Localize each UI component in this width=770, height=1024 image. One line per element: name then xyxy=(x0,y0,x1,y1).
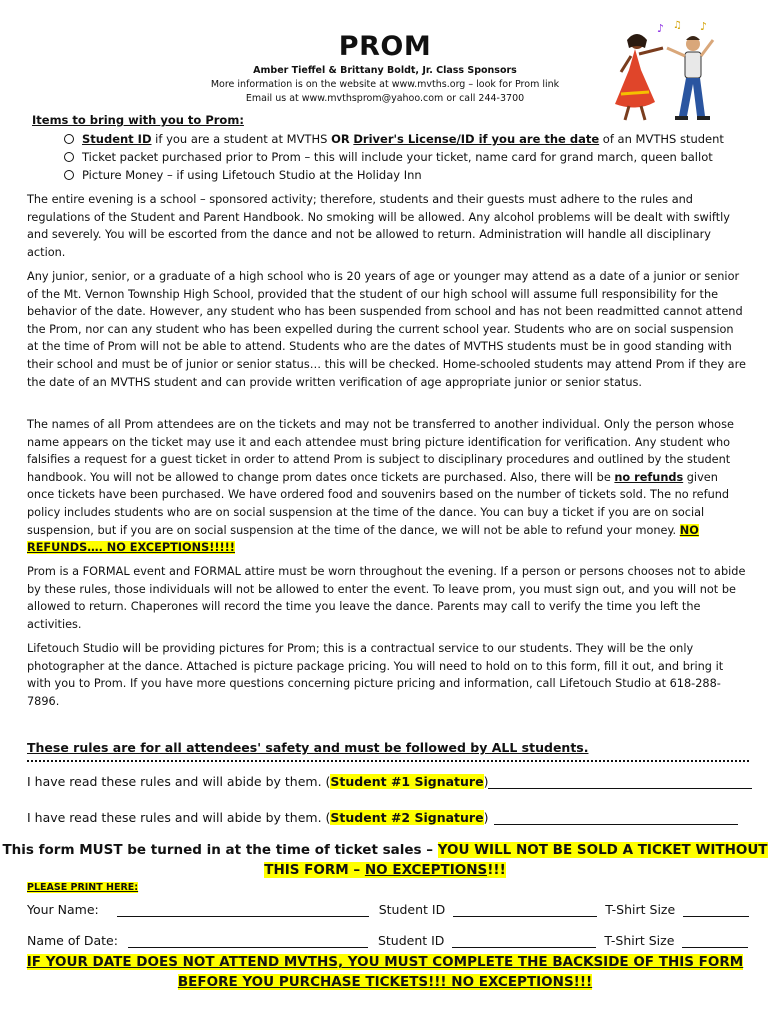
svg-text:♪: ♪ xyxy=(657,22,665,35)
page-title: PROM xyxy=(338,31,432,62)
student-2-signature-field[interactable] xyxy=(494,810,738,825)
notice-exclaim: !!! xyxy=(487,862,506,878)
paragraph-formal: Prom is a FORMAL event and FORMAL attire must be worn throughout the evening. If a person or persons chooses not to abide by these rules, those individuals will not be allowed to enter the event. To leave prom, you must sign out, and you will not be allowed to return. Chaperones will record the time you leave the dance. Parents may call to verify the time you left the activities. xyxy=(27,565,746,631)
no-refunds-notice: NO REFUNDS…. NO EXCEPTIONS!!!!! xyxy=(27,523,699,555)
date-student-id-field[interactable] xyxy=(452,933,596,948)
date-name-field[interactable] xyxy=(128,933,368,948)
signature-row-2 xyxy=(27,810,738,825)
paragraph-school-activity: The entire evening is a school – sponsored activity; therefore, students and their guests must adhere to the rules and regulations of the Student and Parent Handbook. No smoking will be allowed. Any alcohol problems will be dealt with swiftly and severely. You will be escorted from the dance and not be allowed to return. Administration will handle all disciplinary action. xyxy=(27,193,730,259)
print-here-label: PLEASE PRINT HERE: xyxy=(27,882,139,893)
your-name-label: Your Name: xyxy=(27,902,99,917)
list-item xyxy=(64,166,724,184)
ticket-notice-line-1 xyxy=(0,840,770,860)
rules-heading: These rules are for all attendees' safety and must be followed by ALL students. xyxy=(27,740,589,755)
student-id-label: Student ID xyxy=(377,933,445,948)
sponsors-line: Amber Tieffel & Brittany Boldt, Jr. Class Sponsors xyxy=(253,65,517,76)
tickets-text: The names of all Prom attendees are on the tickets and may not be transferred to another individual. Only the person whose name appears on the ticket may use it and each attendee must bring picture identification for verification. Any student who falsifies a request for a guest ticket in order to attend Prom is subject to disciplinary procedures and outlined by the student handbook. You will not be allowed to change prom dates once tickets are purchased. Also, there will be xyxy=(27,418,734,484)
list-item xyxy=(64,148,724,166)
sig2-text: I have read these rules and will abide by them. ( xyxy=(27,810,331,825)
tshirt-size-label: T-Shirt Size xyxy=(605,902,676,917)
backside-text: IF YOUR DATE DOES NOT ATTEND MVTHS, YOU MUST COMPLETE THE BACKSIDE OF THIS FORM xyxy=(26,954,744,970)
student-1-signature-field[interactable] xyxy=(488,774,752,789)
backside-notice-line-2 xyxy=(0,972,770,992)
item-student-id: Student ID xyxy=(82,132,152,146)
sig1-close: ) xyxy=(483,774,489,789)
dancing-couple-icon xyxy=(605,18,725,124)
item-picture-money: Picture Money – if using Lifetouch Studio at the Holiday Inn xyxy=(82,168,422,182)
bullet-circle-icon xyxy=(64,134,74,144)
your-name-field[interactable] xyxy=(117,902,369,917)
notice-highlight: YOU WILL NOT BE SOLD A TICKET WITHOUT xyxy=(437,842,768,858)
item-drivers-license: Driver's License/ID if you are the date xyxy=(353,132,600,146)
svg-text:♫: ♫ xyxy=(673,20,682,31)
no-refunds-text: no refunds xyxy=(614,470,684,484)
backside-notice xyxy=(0,952,770,992)
notice-highlight: THIS FORM – xyxy=(264,862,365,878)
tshirt-size-label: T-Shirt Size xyxy=(604,933,675,948)
signature-row-1 xyxy=(27,774,752,789)
form-row-your-name xyxy=(27,902,749,917)
sig1-label: Student #1 Signature xyxy=(330,774,484,789)
items-heading-text: Items to bring with you to Prom xyxy=(32,113,240,127)
item-text: if you are a student at MVTHS xyxy=(151,132,332,146)
paragraph-lifetouch: Lifetouch Studio will be providing pictures for Prom; this is a contractual service to our students. They will be the only photographer at the dance. Attached is picture package pricing. You will need to hold on to this form, fill it out, and bring it with you to Prom. If you have more questions concerning picture pricing and information, call Lifetouch Studio at 618-288-7896. xyxy=(27,642,724,708)
notice-text: This form MUST be turned in at the time of ticket sales – xyxy=(2,842,438,858)
tickets-text-cont: given once tickets have been purchased. We have ordered food and souvenirs based on the number of tickets sold. The no refund policy includes students who are on social suspension at the time of the dance. You can buy a ticket if you are on social suspension, but if you are on social suspension at the time of the dance, we will not be able to refund your money. xyxy=(27,470,730,537)
your-student-id-field[interactable] xyxy=(453,902,597,917)
sig2-close: ) xyxy=(483,810,489,825)
date-tshirt-size-field[interactable] xyxy=(682,933,748,948)
form-row-name-of-date xyxy=(27,933,748,948)
paragraph-tickets xyxy=(27,416,747,557)
no-exceptions-text: NO EXCEPTIONS xyxy=(364,862,488,878)
ticket-notice-line-2 xyxy=(0,860,770,880)
sig2-label: Student #2 Signature xyxy=(330,810,484,825)
website-line: More information is on the website at www.mvths.org – look for Prom link xyxy=(210,79,560,90)
ticket-notice xyxy=(0,840,770,880)
sig1-text: I have read these rules and will abide by them. ( xyxy=(27,774,331,789)
email-line: Email us at www.mvthsprom@yahoo.com or call 244-3700 xyxy=(245,93,525,104)
items-list xyxy=(64,130,724,184)
name-of-date-label: Name of Date: xyxy=(27,933,118,948)
svg-text:♪: ♪ xyxy=(700,20,708,33)
backside-notice-line-1 xyxy=(0,952,770,972)
item-ticket-packet: Ticket packet purchased prior to Prom – this will include your ticket, name card for grand march, queen ballot xyxy=(82,150,713,164)
student-id-label: Student ID xyxy=(378,902,446,917)
item-text: of an MVTHS student xyxy=(599,132,724,146)
bullet-circle-icon xyxy=(64,152,74,162)
backside-text: BEFORE YOU PURCHASE TICKETS!!! NO EXCEPTIONS!!! xyxy=(177,974,593,990)
items-heading-colon: : xyxy=(239,113,244,127)
your-tshirt-size-field[interactable] xyxy=(683,902,749,917)
dotted-divider xyxy=(27,760,749,762)
item-or: OR xyxy=(331,132,350,146)
items-heading xyxy=(32,113,244,127)
bullet-circle-icon xyxy=(64,170,74,180)
paragraph-eligibility: Any junior, senior, or a graduate of a high school who is 20 years of age or younger may attend as a date of a junior or senior of the Mt. Vernon Township High School, provided that the student of our high school will assume full responsibility for the behavior of the date. However, any student who has been suspended from school and has not been readmitted cannot attend the Prom, nor can any student who has been expelled during the current school year. Students who are on social suspension at the time of Prom will not be able to attend. Students who are the dates of MVTHS students must be in good standing with their school and must be of junior or senior status… this will be checked. Home-schooled students may attend Prom if they are the date of an MVTHS student and can provide written verification of age appropriate junior or senior status. xyxy=(27,270,746,389)
list-item xyxy=(64,130,724,148)
